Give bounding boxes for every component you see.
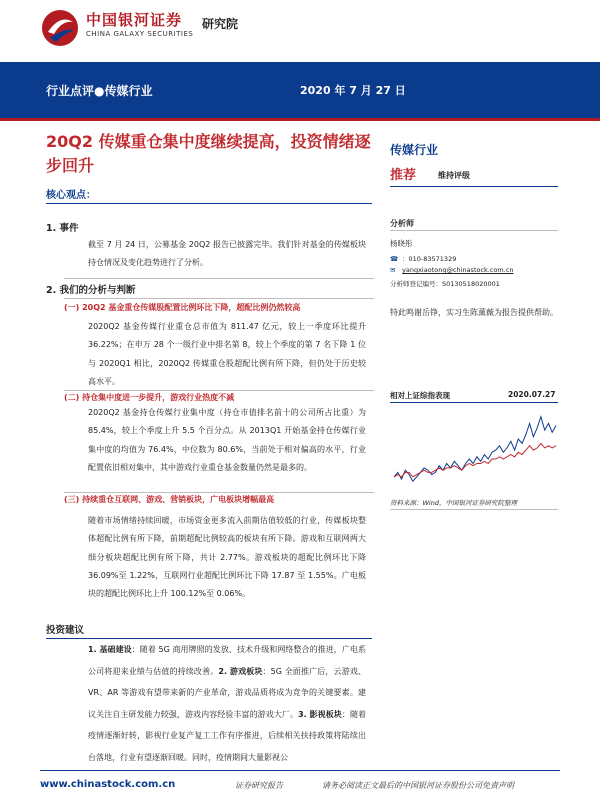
email-link[interactable]: yangxiaotong@chinastock.com.cn <box>402 266 514 274</box>
section-divider <box>64 298 374 299</box>
chart-source: 资料来源：Wind，中国银河证券研究院整理 <box>390 499 517 507</box>
acknowledgement: 特此鸣谢岳铮，实习生陈薰薇为报告提供帮助。 <box>390 308 558 317</box>
invest-point-3-label: 3. 影视板块 <box>298 709 342 719</box>
footer-website-link[interactable]: www.chinastock.com.cn <box>40 779 176 790</box>
report-category: 行业点评●传媒行业 <box>46 84 153 98</box>
analyst-email <box>390 266 514 274</box>
phone-number: ：010-83571329 <box>402 255 457 263</box>
section-1-paragraph: 截至 7 月 24 日，公募基金 20Q2 报告已披露完毕。我们针对基金的传媒板块持仓情况及变化趋势进行了分析。 <box>88 240 366 268</box>
section-2-heading: 2. 我们的分析与判断 <box>46 285 136 296</box>
subsection-3-heading: (三) 持续重仓互联网、游戏、营销板块，广电板块增幅最高 <box>64 495 275 504</box>
footer-report-type: 证券研究报告 <box>235 781 283 790</box>
chart-series-line-1 <box>394 417 556 482</box>
invest-point-2-label: 2. 游戏板块 <box>218 666 263 676</box>
invest-paragraph <box>88 639 366 769</box>
rating-label: 推荐 <box>390 168 417 183</box>
core-divider <box>46 203 372 204</box>
report-title: 20Q2 传媒重仓集中度继续提高，投资情绪逐步回升 <box>46 132 371 175</box>
chart-date: 2020.07.27 <box>508 390 556 399</box>
institute-label: 研究院 <box>202 17 239 31</box>
subsection-2-paragraph: 2020Q2 基金持仓传媒行业集中度（持仓市值排名前十的公司所占比重）为 85.4%，较上个季度上升 5.5 个百分点。从 2013Q1 开始基金持仓传媒行业集中度的均值为 76.4%，中位数为 80.6%，当前处于相对偏高的水平，行业配置依旧相对集中，其中游戏行业重仓基金数量仍然是最多的。 <box>88 408 366 472</box>
analyst-registration <box>390 279 500 288</box>
rating-status: 维持评级 <box>438 171 470 180</box>
header-red-rule <box>0 118 600 121</box>
invest-heading: 投资建议 <box>46 625 85 636</box>
analyst-label: 分析师 <box>390 219 414 228</box>
relative-performance-chart <box>390 404 560 494</box>
chart-title: 相对上证综指表现 <box>390 391 450 400</box>
subsection-1-heading: (一) 20Q2 基金重仓传媒股配置比例环比下降，超配比例仍然较高 <box>64 303 301 312</box>
invest-point-1-label: 1. 基础建设 <box>88 645 132 654</box>
report-date: 2020 年 7 月 27 日 <box>300 84 406 97</box>
chart-divider <box>390 402 558 403</box>
source-divider <box>390 509 558 510</box>
section-divider <box>64 390 374 391</box>
subsection-1-paragraph: 2020Q2 基金传媒行业重仓总市值为 811.47 亿元，较上一季度环比提升 36.22%；在申万 28 个一级行业中排名第 8，较上个季度的第 7 名下降 1 位与 2020Q1 相比，2020Q2 传媒重仓股超配比例有所下降，但仍处于历史较高水平。 <box>88 322 366 386</box>
section-1-heading: 1. 事件 <box>46 223 79 234</box>
section-divider <box>64 278 374 279</box>
analyst-phone <box>390 254 456 263</box>
invest-point-2-text: ：5G 全面推广后，云游戏、VR、AR 等游戏有望带来新的产业革命，游戏品质将成为竞争的关键要素。建议关注自主研发能力较强，游戏内容经验丰富的游戏大厂。 <box>88 666 367 719</box>
phone-icon: ☎ <box>390 255 399 263</box>
analyst-name: 杨晓彤 <box>390 239 413 248</box>
invest-point-1-text: ：随着 5G 商用牌照的发放、技术升级和网络整合的推进，广电系公司将迎来业绩与估值的持续改善。 <box>88 645 367 676</box>
brand-english-name: CHINA GALAXY SECURITIES <box>86 30 194 38</box>
core-view-label: 核心观点： <box>46 190 96 201</box>
industry-label: 传媒行业 <box>390 143 439 157</box>
subsection-2-heading: (二) 持仓集中度进一步提升，游戏行业热度不减 <box>64 393 235 402</box>
email-icon: ✉ <box>390 266 396 274</box>
analyst-divider <box>390 230 558 231</box>
footer-disclaimer: 请务必阅读正文最后的中国银河证券股份公司免责声明 <box>322 781 514 790</box>
section-divider <box>64 492 374 493</box>
registration-number: S0130518020001 <box>442 280 500 288</box>
right-divider <box>390 186 558 187</box>
subsection-3-paragraph: 随着市场情绪持续回暖，市场资金更多流入前期估值较低的行业，传媒板块整体超配比例有所下降，前期超配比例较高的板块有所下降。游戏和互联网两大细分板块超配比例有所下降，共计 2.77%。游戏板块的超配比例环比下降 36.09%至 1.22%，互联网行业超配比例环比下降 17.87 至 1.55%。广电板块的超配比例环比上升 100.12%至 0.06%。 <box>88 516 366 599</box>
registration-label: 分析师登记编号： <box>390 280 442 288</box>
footer-divider <box>40 770 560 771</box>
invest-point-3-text: ：随着疫情逐渐好转，影视行业复产复工工作有序推进，后续相关扶持政策将陆续出台落地，行业有望逐渐回暖。同时，疫情期间大量影视公 <box>88 709 367 762</box>
galaxy-logo-icon <box>40 8 80 48</box>
brand-name: 中国银河证券 <box>86 11 183 29</box>
